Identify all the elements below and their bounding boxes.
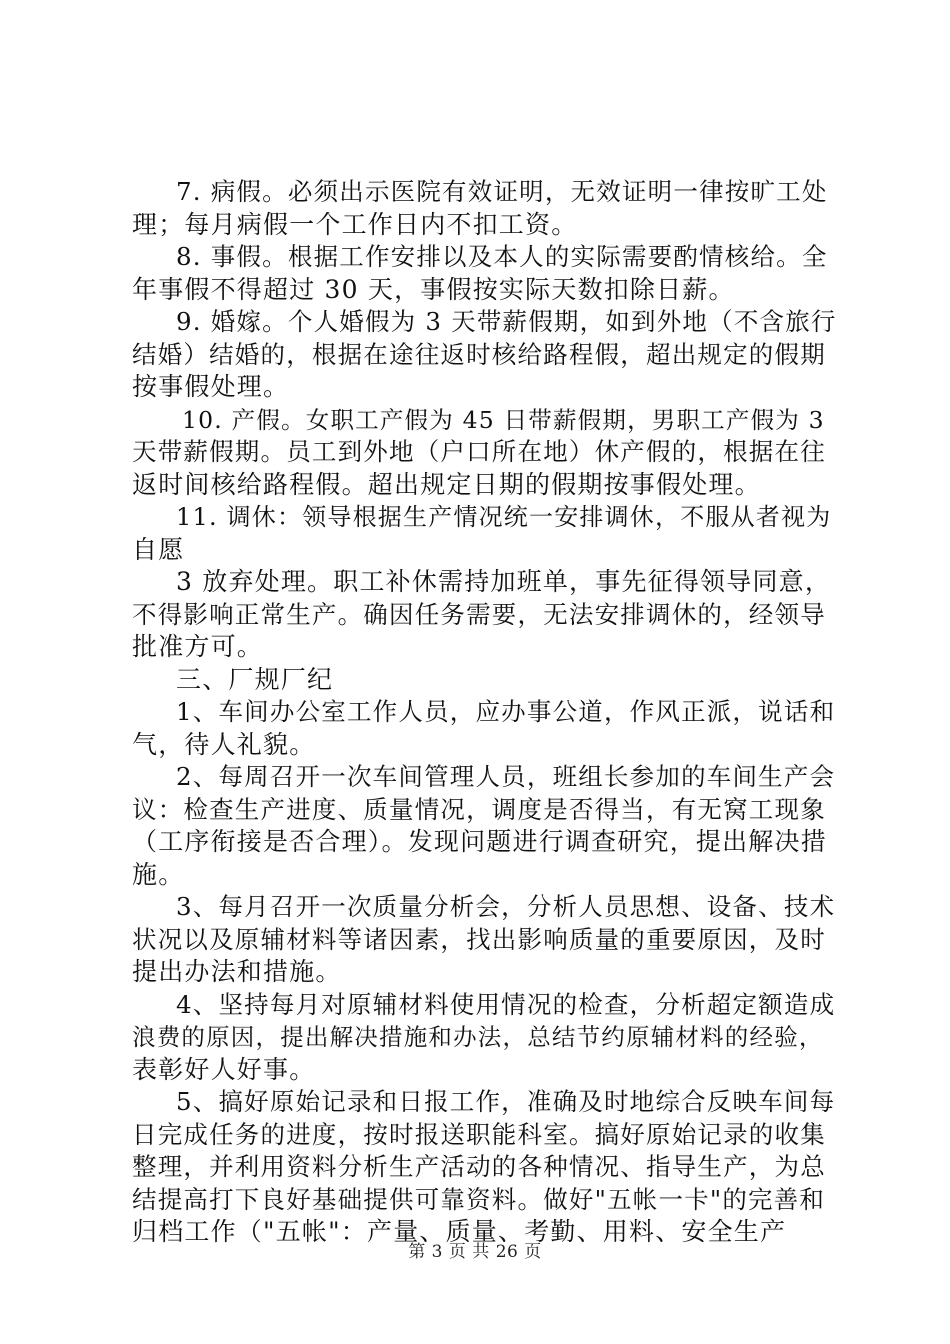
page-footer	[0, 1237, 950, 1262]
text-line: 结提高打下良好基础提供可靠资料。做好"五帐一卡"的完善和	[132, 1184, 826, 1214]
text-line: 3 放弃处理。职工补休需持加班单，事先征得领导同意，	[176, 567, 832, 596]
text-line: 整理，并利用资料分析生产活动的各种情况、指导生产，为总	[132, 1152, 826, 1181]
text-line: 气，待人礼貌。	[132, 729, 316, 759]
text-line: 归档工作（"五帐"：产量、质量、考勤、用料、安全生产	[132, 1217, 787, 1246]
text-line: （工序衔接是否合理）。发现问题进行调查研究，提出解决措	[132, 827, 827, 856]
text-line: 8. 事假。根据工作安排以及本人的实际需要酌情核给。全	[176, 242, 828, 271]
text-line: 状况以及原辅材料等诸因素，找出影响质量的重要原因，及时	[132, 924, 826, 954]
text-line: 年事假不得超过 30 天，事假按实际天数扣除日薪。	[132, 274, 735, 304]
text-line: 浪费的原因，提出解决措施和办法，总结节约原辅材料的经验，	[132, 1023, 824, 1051]
text-line: 4、坚持每月对原辅材料使用情况的检查，分析超定额造成	[176, 989, 836, 1019]
section-heading: 三、厂规厂纪	[176, 664, 334, 694]
text-line: 9. 婚嫁。个人婚假为 3 天带薪假期，如到外地（不含旅行	[176, 307, 837, 336]
text-line: 议：检查生产进度、质量情况，调度是否得当，有无窝工现象	[132, 794, 826, 824]
text-line: 天带薪假期。员工到外地（户口所在地）休产假的，根据在往	[132, 437, 826, 466]
document-body	[132, 176, 837, 1249]
text-line: 批准方可。	[132, 632, 264, 661]
text-line: 按事假处理。	[132, 372, 290, 401]
text-line: 表彰好人好事。	[132, 1054, 316, 1084]
text-line: 1、车间办公室工作人员，应办事公道，作风正派，说话和	[176, 697, 836, 726]
text-line: 10. 产假。女职工产假为 45 日带薪假期，男职工产假为 3	[182, 405, 825, 434]
text-line: 不得影响正常生产。确因任务需要，无法安排调休的，经领导	[132, 599, 826, 629]
text-line: 提出办法和措施。	[132, 957, 342, 986]
text-line: 日完成任务的进度，按时报送职能科室。搞好原始记录的收集	[132, 1119, 826, 1149]
text-line: 结婚）结婚的，根据在途往返时核给路程假，超出规定的假期	[132, 339, 826, 369]
text-line: 2、每周召开一次车间管理人员，班组长参加的车间生产会	[176, 762, 836, 791]
page-number: 第 3 页 共 26 页	[408, 1242, 542, 1262]
text-line: 返时间核给路程假。超出规定日期的假期按事假处理。	[132, 469, 761, 499]
text-line: 施。	[132, 859, 185, 889]
text-line: 理；每月病假一个工作日内不扣工资。	[132, 209, 578, 239]
text-line: 3、每月召开一次质量分析会，分析人员思想、设备、技术	[176, 892, 836, 921]
text-line: 5、搞好原始记录和日报工作，准确及时地综合反映车间每	[176, 1087, 836, 1116]
text-line: 11. 调休：领导根据生产情况统一安排调休，不服从者视为	[176, 503, 832, 531]
text-line: 7. 病假。必须出示医院有效证明，无效证明一律按旷工处	[176, 177, 828, 206]
text-line: 自愿	[132, 534, 185, 564]
